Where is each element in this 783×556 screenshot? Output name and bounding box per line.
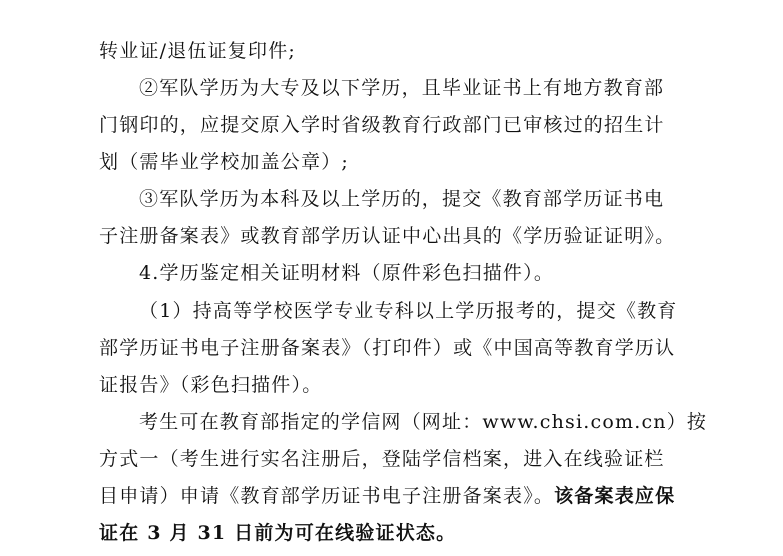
text-line: ②军队学历为大专及以下学历，且毕业证书上有地方教育部	[139, 77, 665, 99]
text-line-mixed	[99, 478, 783, 515]
text-segment: 目申请）申请《教育部学历证书电子注册备案表》。	[99, 485, 555, 507]
text-line: 子注册备案表》或教育部学历认证中心出具的《学历验证证明》。	[99, 225, 676, 247]
text-line: 部学历证书电子注册备案表》（打印件）或《中国高等教育学历认	[99, 337, 676, 359]
text-line: （1）持高等学校医学专业专科以上学历报考的，提交《教育	[139, 300, 678, 322]
text-line: 转业证/退伍证复印件;	[99, 40, 297, 62]
text-line: 方式一（考生进行实名注册后，登陆学信档案，进入在线验证栏	[99, 448, 665, 470]
text-line: 考生可在教育部指定的学信网（网址：www.chsi.com.cn）按	[139, 411, 708, 433]
bold-text-line: 证在 3 月 31 日前为可在线验证状态。	[99, 522, 457, 544]
bold-text-segment: 该备案表应保	[554, 485, 676, 507]
text-line: 划（需毕业学校加盖公章）;	[99, 151, 350, 173]
text-line: 4.学历鉴定相关证明材料（原件彩色扫描件）。	[139, 262, 555, 284]
text-line: 门钢印的，应提交原入学时省级教育行政部门已审核过的招生计	[99, 114, 665, 136]
text-line: 证报告》（彩色扫描件）。	[99, 374, 323, 396]
text-line: ③军队学历为本科及以上学历的，提交《教育部学历证书电	[139, 188, 665, 210]
